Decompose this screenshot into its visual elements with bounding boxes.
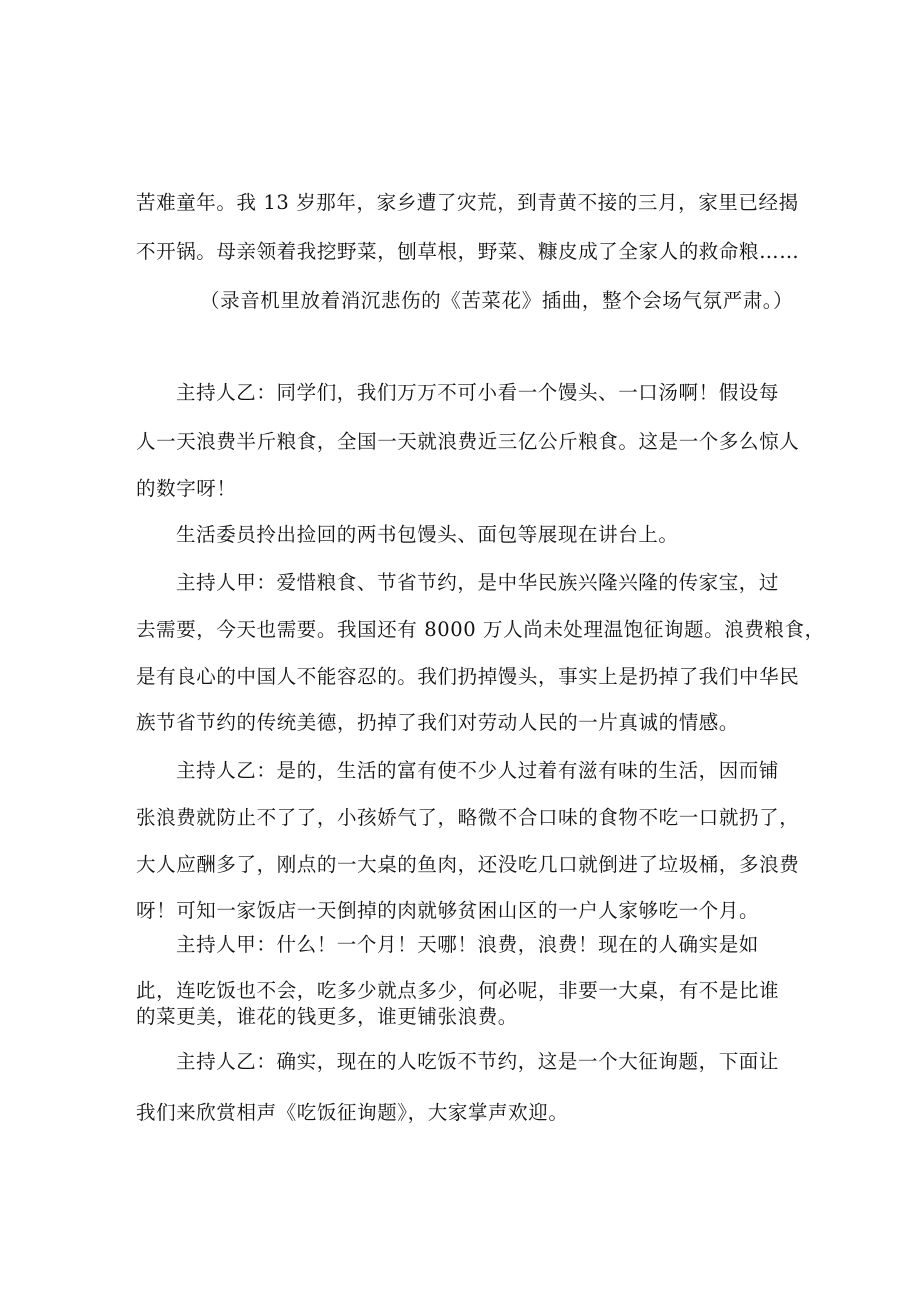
dialogue-line: 主持人乙：是的，生活的富有使不少人过着有滋有味的生活，因而铺 bbox=[176, 759, 780, 782]
stage-direction: （录音机里放着消沉悲伤的《苦菜花》插曲，整个会场气氛严肃。） bbox=[200, 289, 794, 312]
dialogue-line: 主持人甲：爱惜粮食、节省节约，是中华民族兴隆兴隆的传家宝，过 bbox=[176, 571, 780, 594]
text-line: 大人应酬多了，刚点的一大桌的鱼肉，还没吃几口就倒进了垃圾桶，多浪费 bbox=[136, 853, 800, 876]
text-line: 呀！可知一家饭店一天倒掉的肉就够贫困山区的一户人家够吃一个月。 bbox=[136, 899, 760, 922]
text-line: 族节省节约的传统美德，扔掉了我们对劳动人民的一片真诚的情感。 bbox=[136, 711, 740, 734]
text-line: 去需要，今天也需要。我国还有 8000 万人尚未处理温饱征询题。浪费粮食， bbox=[136, 618, 825, 641]
text-line: 苦难童年。我 13 岁那年，家乡遭了灾荒，到青黄不接的三月，家里已经揭 bbox=[136, 191, 799, 214]
dialogue-line: 主持人乙：同学们，我们万万不可小看一个馒头、一口汤啊！假设每 bbox=[176, 381, 780, 404]
dialogue-line: 主持人甲：什么！一个月！天哪！浪费，浪费！现在的人确实是如 bbox=[176, 933, 759, 956]
text-line: 张浪费就防止不了了，小孩娇气了，略微不合口味的食物不吃一口就扔了， bbox=[136, 806, 800, 829]
narration-line: 生活委员拎出捡回的两书包馒头、面包等展现在讲台上。 bbox=[176, 523, 679, 546]
text-line: 的数字呀！ bbox=[136, 477, 237, 500]
text-line: 人一天浪费半斤粮食，全国一天就浪费近三亿公斤粮食。这是一个多么惊人 bbox=[136, 430, 800, 453]
text-line: 是有良心的中国人不能容忍的。我们扔掉馒头，事实上是扔掉了我们中华民 bbox=[136, 665, 800, 688]
text-line: 不开锅。母亲领着我挖野菜，刨草根，野菜、糠皮成了全家人的救命粮…… bbox=[136, 240, 800, 263]
text-line: 的菜更美，谁花的钱更多，谁更铺张浪费。 bbox=[136, 1005, 518, 1028]
dialogue-line: 主持人乙：确实，现在的人吃饭不节约，这是一个大征询题，下面让 bbox=[176, 1050, 780, 1073]
text-line: 我们来欣赏相声《吃饭征询题》，大家掌声欢迎。 bbox=[136, 1101, 569, 1124]
text-line: 此，连吃饭也不会，吃多少就点多少，何必呢，非要一大桌，有不是比谁 bbox=[136, 979, 780, 1002]
